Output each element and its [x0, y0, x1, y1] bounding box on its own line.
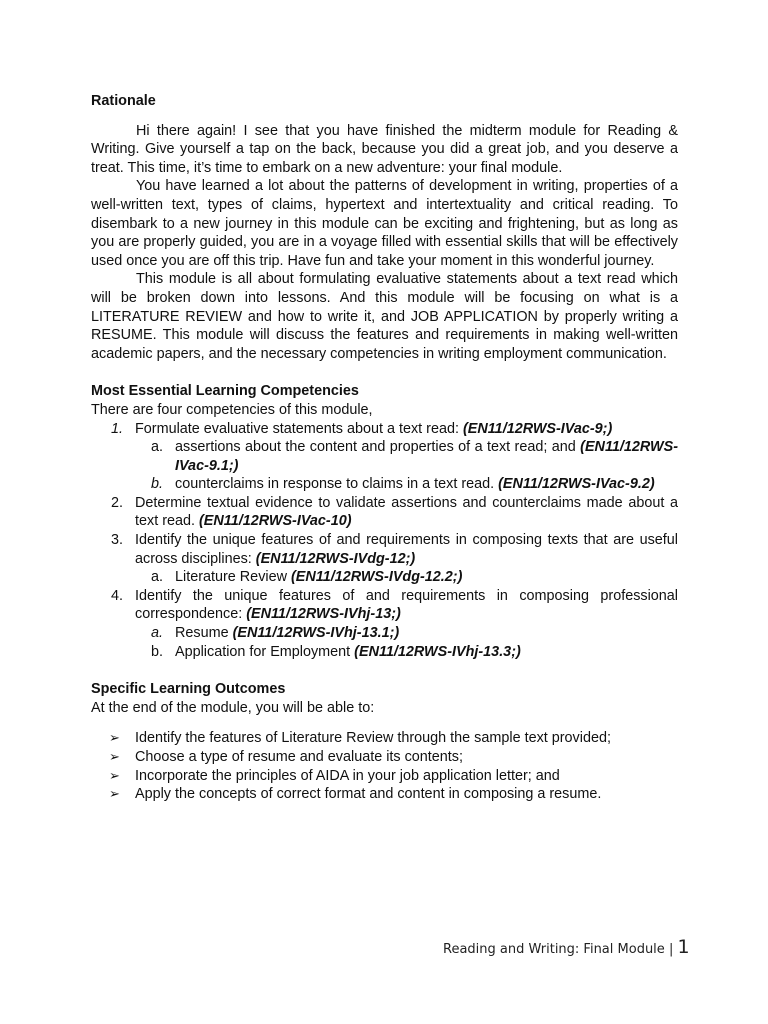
competency-number: 2. — [111, 494, 124, 511]
subitem-letter: b. — [151, 476, 164, 493]
subitem-letter: a. — [151, 625, 164, 642]
arrow-bullet-icon: ➢ — [109, 749, 120, 764]
outcome-text: Incorporate the principles of AIDA in your job application letter; and — [135, 767, 560, 784]
subitem-letter: a. — [151, 439, 164, 456]
competency-subitem — [151, 475, 678, 494]
subitem-text: Resume — [175, 625, 233, 642]
competency-number: 1. — [111, 420, 124, 437]
document-page — [91, 92, 678, 804]
outcomes-list — [91, 729, 678, 803]
competency-number: 4. — [111, 587, 124, 604]
outcome-item — [91, 767, 678, 786]
competency-subitem — [151, 438, 678, 475]
footer-separator: | — [668, 942, 674, 957]
subitem-code: (EN11/12RWS-IVhj-13.3;) — [354, 643, 521, 660]
outcomes-intro: At the end of the module, you will be able to: — [91, 699, 375, 716]
competency-text: Formulate evaluative statements about a text read: — [135, 420, 463, 437]
outcome-item — [91, 785, 678, 804]
rationale-paragraph-2: You have learned a lot about the patterns of development in writing, properties of a well-written text, types of claims, hypertext and intertextuality and critical reading. To disembark to a new journey in this module can be exciting and frightening, but as long as you are properly guided, you are in a voyage filled with essential skills that will be effectively used once you are off this trip. Have fun and take your moment in this wonderful journey. — [91, 178, 678, 269]
outcome-text: Identify the features of Literature Review through the sample text provided; — [135, 730, 611, 747]
subitem-letter: b. — [151, 643, 164, 660]
competency-sublist — [135, 624, 678, 661]
competency-item — [91, 494, 678, 531]
competency-text: Determine textual evidence to validate assertions and counterclaims made about a text read. — [135, 494, 678, 530]
page-number: 1 — [677, 936, 690, 958]
competency-subitem — [151, 624, 678, 643]
subitem-letter: a. — [151, 569, 164, 586]
competency-subitem — [151, 568, 678, 587]
arrow-bullet-icon: ➢ — [109, 786, 120, 802]
competencies-heading: Most Essential Learning Competencies — [91, 383, 359, 400]
subitem-code: (EN11/12RWS-IVdg-12.2;) — [290, 569, 463, 586]
competency-code: (EN11/12RWS-IVdg-12;) — [255, 550, 416, 567]
competency-sublist — [135, 568, 678, 587]
arrow-bullet-icon: ➢ — [109, 767, 120, 783]
rationale-paragraph-3: This module is all about formulating evaluative statements about a text read which will be broken down into lessons. And this module will be focusing on what is a LITERATURE REVIEW and how to write it, and JOB APPLICATION by properly writing a RESUME. This module will discuss the features and requirements in making well-written academic papers, and the necessary competencies in writing employment communication. — [91, 271, 678, 362]
subitem-text: assertions about the content and properties of a text read; and — [175, 439, 581, 456]
page-footer — [443, 936, 690, 958]
competency-subitem — [151, 643, 678, 662]
rationale-heading: Rationale — [91, 93, 156, 109]
rationale-paragraph-1: Hi there again! I see that you have finished the midterm module for Reading & Writing. Give yourself a tap on the back, because you did a great job, and you deserve a treat. This time, it’s time to embark on a new adventure: your final module. — [91, 122, 678, 176]
outcome-item — [91, 729, 678, 748]
competency-item — [91, 587, 678, 661]
competency-text: Identify the unique features of and requirements in composing texts that are useful across disciplines: — [135, 532, 678, 567]
arrow-bullet-icon: ➢ — [109, 730, 120, 746]
competency-sublist — [135, 438, 678, 494]
outcomes-section — [91, 680, 678, 804]
subitem-text: Literature Review — [175, 569, 291, 586]
competency-number: 3. — [111, 532, 124, 549]
competencies-section — [91, 382, 678, 661]
competency-code: (EN11/12RWS-IVac-9;) — [462, 420, 613, 437]
subitem-code: (EN11/12RWS-IVhj-13.1;) — [232, 625, 400, 642]
footer-label: Reading and Writing: Final Module — [443, 942, 665, 957]
competency-item — [91, 531, 678, 587]
competencies-intro: There are four competencies of this module, — [91, 401, 373, 418]
outcome-item — [91, 748, 678, 767]
competencies-list — [91, 420, 678, 662]
subitem-text: counterclaims in response to claims in a text read. — [175, 476, 499, 493]
subitem-code: (EN11/12RWS-IVac-9.1;) — [175, 439, 678, 474]
outcomes-heading: Specific Learning Outcomes — [91, 681, 286, 698]
competency-code: (EN11/12RWS-IVac-10) — [199, 513, 352, 530]
subitem-code: (EN11/12RWS-IVac-9.2) — [498, 476, 655, 493]
competency-text: Identify the unique features of and requirements in composing professional correspondence: — [135, 587, 678, 623]
outcome-text: Choose a type of resume and evaluate its contents; — [135, 749, 463, 765]
subitem-text: Application for Employment — [175, 643, 355, 660]
outcome-text: Apply the concepts of correct format and content in composing a resume. — [135, 786, 602, 803]
competency-item — [91, 420, 678, 494]
competency-code: (EN11/12RWS-IVhj-13;) — [246, 606, 401, 623]
